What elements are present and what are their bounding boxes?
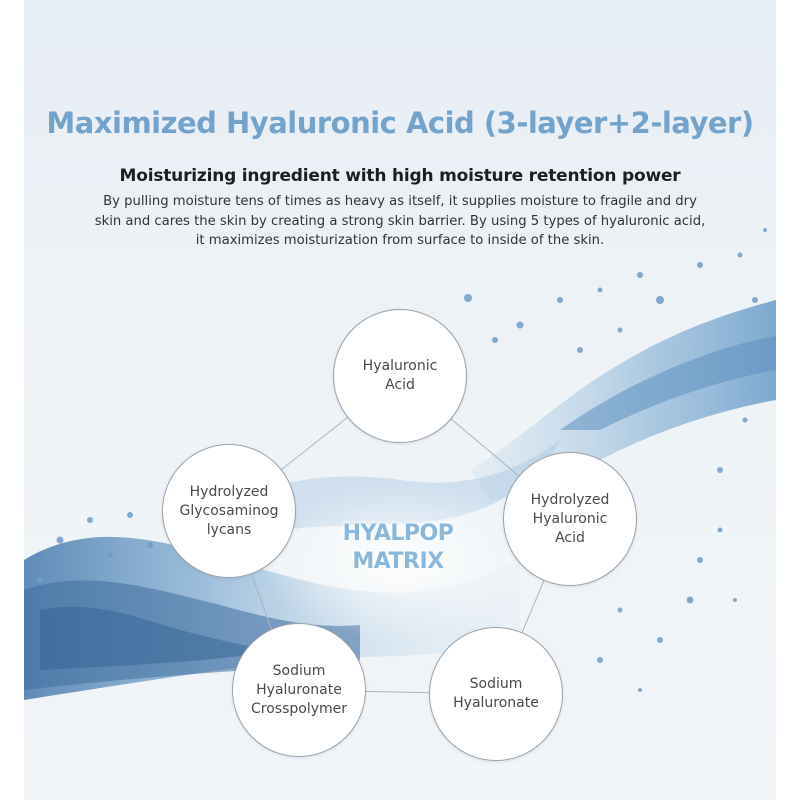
ingredient-label: Sodium Hyaluronate — [453, 676, 539, 711]
description-text: By pulling moisture tens of times as heavy as itself, it supplies moisture to fragile and dry skin and cares the skin by creating a strong skin barrier. By using 5 types of hyaluronic acid, it maximizes moisturization from surface to inside of the skin. — [94, 194, 706, 248]
ingredient-label: Hyaluronic Acid — [362, 358, 438, 393]
ingredient-label: Hydrolyzed Hyaluronic Acid — [530, 491, 610, 546]
ingredient-node-sodium-hyaluronate — [429, 627, 563, 761]
subtitle: Moisturizing ingredient with high moisture retention power — [119, 166, 681, 186]
ingredient-label: Sodium Hyaluronate Crosspolymer — [250, 662, 347, 717]
ingredient-node-hydrolyzed-hyaluronic-acid — [503, 452, 637, 586]
hyalpop-matrix-label: HYALPOP MATRIX — [342, 521, 454, 574]
ingredient-node-hydrolyzed-glycosaminoglycans — [162, 444, 296, 578]
ingredient-label: Hydrolyzed Glycosaminog lycans — [179, 483, 279, 538]
ingredient-node-sodium-hyaluronate-crosspolymer — [232, 623, 366, 757]
ingredient-node-hyaluronic-acid — [333, 309, 467, 443]
page-title: Maximized Hyaluronic Acid (3-layer+2-layer) — [46, 106, 754, 140]
